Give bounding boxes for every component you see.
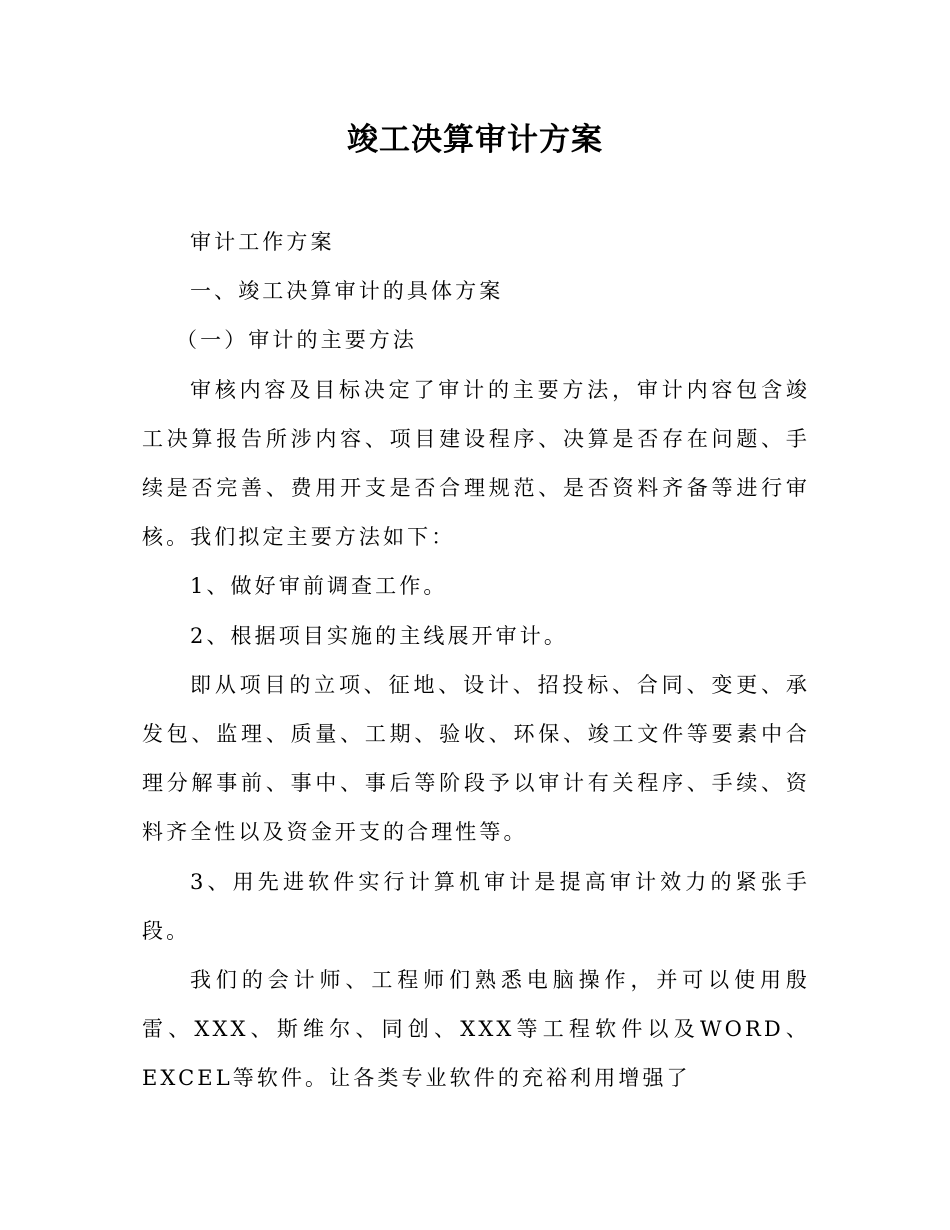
- paragraph-item-2: 2、根据项目实施的主线展开审计。: [190, 623, 568, 648]
- paragraph-item-3: 3、用先进软件实行计算机审计是提高审计效力的紧张手段。: [142, 869, 810, 943]
- document-body: [142, 218, 810, 1104]
- paragraph-subsection-heading: （一）审计的主要方法: [176, 328, 417, 353]
- paragraph-methods-intro: 审核内容及目标决定了审计的主要方法，审计内容包含竣工决算报告所涉内容、项目建设程序、决算是否存在问题、手续是否完善、费用开支是否合理规范、是否资料齐备等进行审核。我们拟定主要方法如下：: [142, 377, 810, 550]
- paragraph-item-1: 1、做好审前调查工作。: [190, 574, 448, 599]
- paragraph-item-3-detail: 我们的会计师、工程师们熟悉电脑操作，并可以使用殷雷、XXX、斯维尔、同创、XXX等工程软件以及WORD、EXCEL等软件。让各类专业软件的充裕利用增强了: [142, 968, 810, 1091]
- paragraph-item-2-detail: 即从项目的立项、征地、设计、招投标、合同、变更、承发包、监理、质量、工期、验收、环保、竣工文件等要素中合理分解事前、事中、事后等阶段予以审计有关程序、手续、资料齐全性以及资金开支的合理性等。: [142, 672, 810, 845]
- paragraph-heading-plan: 审计工作方案: [190, 230, 335, 254]
- document-title: 竣工决算审计方案: [347, 122, 603, 158]
- paragraph-section-heading: 一、竣工决算审计的具体方案: [190, 279, 504, 304]
